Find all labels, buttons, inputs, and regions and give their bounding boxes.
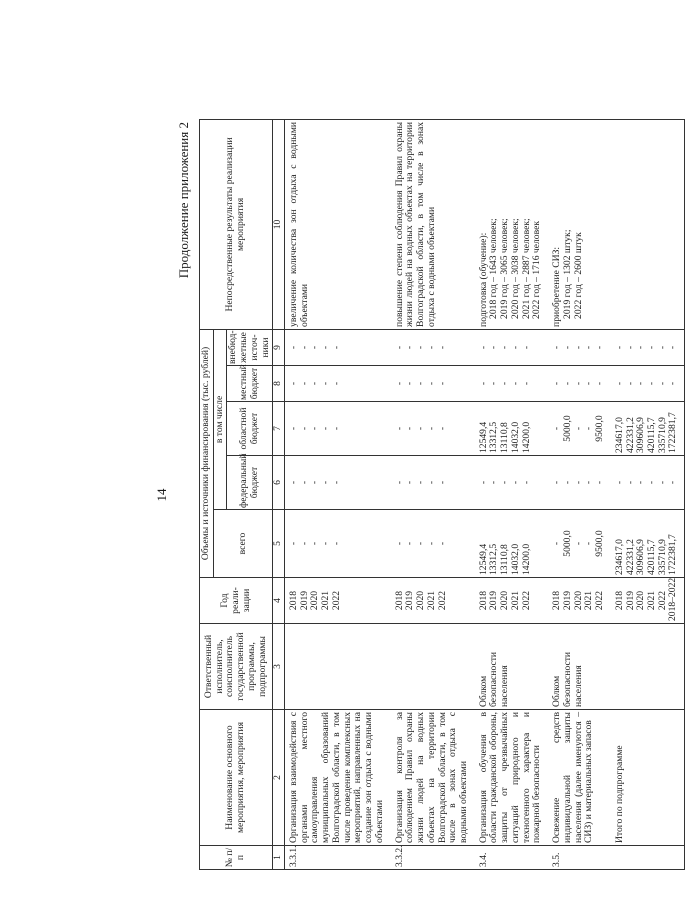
totals-years: 2018 2019 2020 2021 2022 2018–2022: [611, 578, 685, 624]
row-name: Организация обучения в области гражданской обороны, защиты от чрезвычайных ситуаций природного и техногенного характера и пожарной безопасности: [475, 710, 548, 846]
row-result: подготовка (обучение): 2018 год – 1643 человек; 2019 год – 3065 человек; 2020 год – 3038 человек; 2021 год – 2887 человек; 2022 год – 1716 человек: [475, 119, 548, 329]
header-extra: внебюд-жетные источ-ники: [227, 329, 273, 365]
header-total: всего: [213, 510, 273, 578]
row-name: Организация контроля за соблюдением Правил охраны жизни людей на водных объектах на территории Волгоградской области, в том числе в зонах отдыха с водными объектами: [391, 710, 475, 846]
row-extra: - - - - -: [284, 329, 390, 365]
row-federal: - - - - -: [284, 456, 390, 510]
header-local: местный бюджет: [227, 366, 273, 402]
totals-number: [611, 846, 685, 870]
row-executor: [284, 624, 390, 710]
row-total: - 5000,0 - - 9500,0: [548, 510, 611, 578]
row-name: Освежение средств индивидуальной защиты населения (далее именуются – СИЗ) и материальных запасов: [548, 710, 611, 846]
continuation-label: Продолжение приложения 2: [176, 122, 191, 279]
col-index: 7: [273, 402, 285, 456]
row-executor: [391, 624, 475, 710]
row-years: 2018 2019 2020 2021 2022: [284, 578, 390, 624]
row-number: 3.5.: [548, 846, 611, 870]
totals-result: [611, 119, 685, 329]
header-num: № п/п: [200, 846, 273, 870]
row-number: 3.3.1.: [284, 846, 390, 870]
table-row: [548, 119, 611, 869]
header-federal: федеральный бюджет: [227, 456, 273, 510]
header-funding: Объемы и источники финансирования (тыс. рублей): [200, 329, 214, 577]
header-executor: Ответственный исполнитель, соисполнитель государственной программы, подпрограммы: [200, 624, 273, 710]
col-index: 3: [273, 624, 285, 710]
totals-total: 234617,0 422331,2 309606,9 420115,7 335710,9 1722381,7: [611, 510, 685, 578]
row-result: увеличение количества зон отдыха с водными объектами: [284, 119, 390, 329]
row-regional: 12549,4 13312,5 13110,8 14032,0 14200,0: [475, 402, 548, 456]
row-federal: - - - - -: [475, 456, 548, 510]
table-row: [284, 119, 390, 869]
page-number: 14: [154, 488, 169, 502]
program-table: [199, 119, 685, 870]
row-total: 12549,4 13312,5 13110,8 14032,0 14200,0: [475, 510, 548, 578]
row-local: - - - - -: [475, 366, 548, 402]
row-local: - - - - -: [548, 366, 611, 402]
row-extra: - - - - -: [391, 329, 475, 365]
totals-federal: - - - - - -: [611, 456, 685, 510]
row-years: 2018 2019 2020 2021 2022: [391, 578, 475, 624]
col-index: 4: [273, 578, 285, 624]
col-index: 5: [273, 510, 285, 578]
totals-row: [611, 119, 685, 869]
col-index: 10: [273, 119, 285, 329]
row-years: 2018 2019 2020 2021 2022: [475, 578, 548, 624]
column-index-row: [273, 119, 285, 869]
row-regional: - 5000,0 - - 9500,0: [548, 402, 611, 456]
totals-regional: 234617,0 422331,2 309606,9 420115,7 335710,9 1722381,7: [611, 402, 685, 456]
row-years: 2018 2019 2020 2021 2022: [548, 578, 611, 624]
document-page: [154, 120, 679, 870]
header-regional: областной бюджет: [227, 402, 273, 456]
totals-extra: - - - - - -: [611, 329, 685, 365]
col-index: 2: [273, 710, 285, 846]
header-row-1: [200, 119, 214, 869]
row-total: - - - - -: [284, 510, 390, 578]
totals-label: Итого по подпрограмме: [611, 710, 685, 846]
row-federal: - - - - -: [391, 456, 475, 510]
table-row: [391, 119, 475, 869]
totals-executor: [611, 624, 685, 710]
row-local: - - - - -: [284, 366, 390, 402]
row-name: Организация взаимодействия с органами местного самоуправления муниципальных образований Волгоградской области, в том числе проведение комплексных мероприятий, направленных на создание зон отдыха с водными объектами: [284, 710, 390, 846]
col-index: 1: [273, 846, 285, 870]
row-executor: Облком безопасности населения: [548, 624, 611, 710]
row-result: приобретение СИЗ: 2019 год – 1302 штук; 2022 год – 2600 штук: [548, 119, 611, 329]
col-index: 8: [273, 366, 285, 402]
header-including: в том числе: [213, 329, 227, 509]
row-regional: - - - - -: [284, 402, 390, 456]
row-number: 3.3.2.: [391, 846, 475, 870]
row-regional: - - - - -: [391, 402, 475, 456]
row-local: - - - - -: [391, 366, 475, 402]
header-year: Год реали-зации: [200, 578, 273, 624]
col-index: 6: [273, 456, 285, 510]
row-executor: Облком безопасности населения: [475, 624, 548, 710]
col-index: 9: [273, 329, 285, 365]
row-extra: - - - - -: [475, 329, 548, 365]
row-result: повышение степени соблюдения Правил охраны жизни людей на водных объектах на территории Волгоградской области, в том числе в зонах отдыха с водными объектами: [391, 119, 475, 329]
totals-local: - - - - - -: [611, 366, 685, 402]
table-row: [475, 119, 548, 869]
row-federal: - - - - -: [548, 456, 611, 510]
row-total: - - - - -: [391, 510, 475, 578]
header-name: Наименование основного мероприятия, мероприятия: [200, 710, 273, 846]
header-result: Непосредственные результаты реализации мероприятия: [200, 119, 273, 329]
row-number: 3.4.: [475, 846, 548, 870]
row-extra: - - - - -: [548, 329, 611, 365]
